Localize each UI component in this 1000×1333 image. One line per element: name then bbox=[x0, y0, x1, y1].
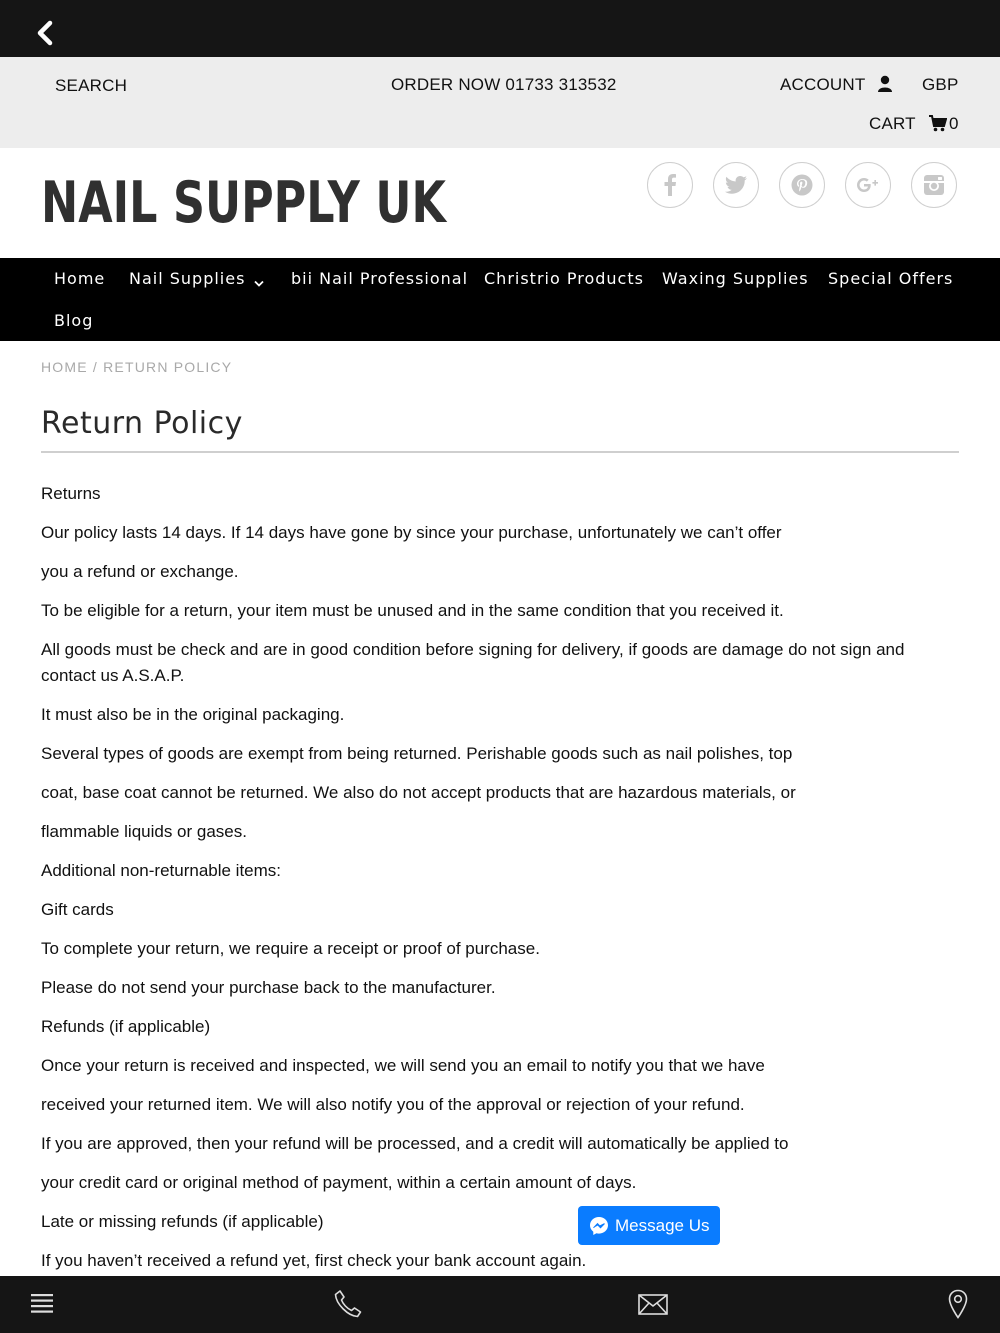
location-pin-icon[interactable] bbox=[942, 1288, 974, 1320]
account-link[interactable]: ACCOUNT bbox=[780, 75, 866, 94]
policy-paragraph: Late or missing refunds (if applicable) bbox=[41, 1212, 324, 1231]
site-logo[interactable]: NAIL SUPPLY UK bbox=[41, 170, 446, 236]
twitter-icon[interactable] bbox=[713, 162, 759, 208]
policy-paragraph: To complete your return, we require a receipt or proof of purchase. bbox=[41, 939, 540, 958]
nav-christrio-products[interactable]: Christrio Products bbox=[484, 269, 644, 288]
user-icon[interactable] bbox=[877, 75, 893, 93]
policy-paragraph: Several types of goods are exempt from being returned. Perishable goods such as nail polishes, top bbox=[41, 744, 793, 763]
policy-paragraph: Please do not send your purchase back to the manufacturer. bbox=[41, 978, 496, 997]
bottom-bar bbox=[0, 1276, 1000, 1333]
policy-paragraph: coat, base coat cannot be returned. We also do not accept products that are hazardous materials, or bbox=[41, 783, 796, 802]
messenger-icon bbox=[589, 1216, 609, 1236]
messenger-label: Message Us bbox=[615, 1215, 710, 1235]
google-plus-icon[interactable] bbox=[845, 162, 891, 208]
cart-icon[interactable] bbox=[929, 115, 947, 132]
breadcrumb bbox=[41, 359, 232, 375]
policy-paragraph: you a refund or exchange. bbox=[41, 562, 239, 581]
nav-home[interactable]: Home bbox=[54, 269, 106, 288]
instagram-icon[interactable] bbox=[911, 162, 957, 208]
nav-bii-nail-professional[interactable]: bii Nail Professional bbox=[291, 269, 469, 288]
messenger-button[interactable] bbox=[578, 1206, 720, 1245]
policy-paragraph: received your returned item. We will also notify you of the approval or rejection of your refund. bbox=[41, 1095, 745, 1114]
policy-paragraph: your credit card or original method of payment, within a certain amount of days. bbox=[41, 1173, 637, 1192]
policy-paragraph: If you haven’t received a refund yet, first check your bank account again. bbox=[41, 1251, 587, 1270]
menu-icon[interactable] bbox=[27, 1288, 59, 1320]
nav-nail-supplies[interactable]: Nail Supplies bbox=[129, 269, 246, 288]
chevron-down-icon[interactable] bbox=[254, 275, 264, 283]
facebook-icon[interactable] bbox=[647, 162, 693, 208]
policy-paragraph: Refunds (if applicable) bbox=[41, 1017, 211, 1036]
back-chevron-icon[interactable] bbox=[34, 18, 58, 48]
order-phone-text: ORDER NOW 01733 313532 bbox=[391, 75, 617, 94]
policy-paragraph: Returns bbox=[41, 484, 101, 503]
policy-paragraph: Additional non-returnable items: bbox=[41, 861, 282, 880]
top-bar bbox=[0, 0, 1000, 57]
breadcrumb-home[interactable]: HOME bbox=[41, 359, 88, 375]
nav-special-offers[interactable]: Special Offers bbox=[828, 269, 954, 288]
page-title: Return Policy bbox=[41, 406, 243, 441]
currency-selector[interactable]: GBP bbox=[922, 75, 959, 94]
policy-paragraph: If you are approved, then your refund will be processed, and a credit will automatically be applied to bbox=[41, 1134, 789, 1153]
policy-paragraph: All goods must be check and are in good condition before signing for delivery, if goods are damage do not sign and contact us A.S.A.P. bbox=[41, 640, 905, 685]
policy-paragraph: It must also be in the original packaging. bbox=[41, 705, 345, 724]
search-link[interactable]: SEARCH bbox=[55, 76, 128, 95]
policy-paragraph: flammable liquids or gases. bbox=[41, 822, 247, 841]
pinterest-icon[interactable] bbox=[779, 162, 825, 208]
breadcrumb-separator: / bbox=[92, 359, 98, 375]
nav-waxing-supplies[interactable]: Waxing Supplies bbox=[662, 269, 809, 288]
mail-icon[interactable] bbox=[637, 1288, 669, 1320]
policy-paragraph: Gift cards bbox=[41, 900, 114, 919]
phone-icon[interactable] bbox=[332, 1288, 364, 1320]
policy-paragraph: To be eligible for a return, your item must be unused and in the same condition that you received it. bbox=[41, 601, 784, 620]
cart-count[interactable]: 0 bbox=[949, 114, 959, 133]
utility-bar bbox=[0, 57, 1000, 148]
policy-paragraph: Once your return is received and inspected, we will send you an email to notify you that we have bbox=[41, 1056, 765, 1075]
policy-paragraph: Our policy lasts 14 days. If 14 days have gone by since your purchase, unfortunately we can’t offer bbox=[41, 523, 782, 542]
cart-link[interactable]: CART bbox=[869, 114, 916, 133]
title-divider bbox=[41, 451, 959, 453]
breadcrumb-current: RETURN POLICY bbox=[103, 359, 233, 375]
nav-blog[interactable]: Blog bbox=[54, 311, 94, 330]
